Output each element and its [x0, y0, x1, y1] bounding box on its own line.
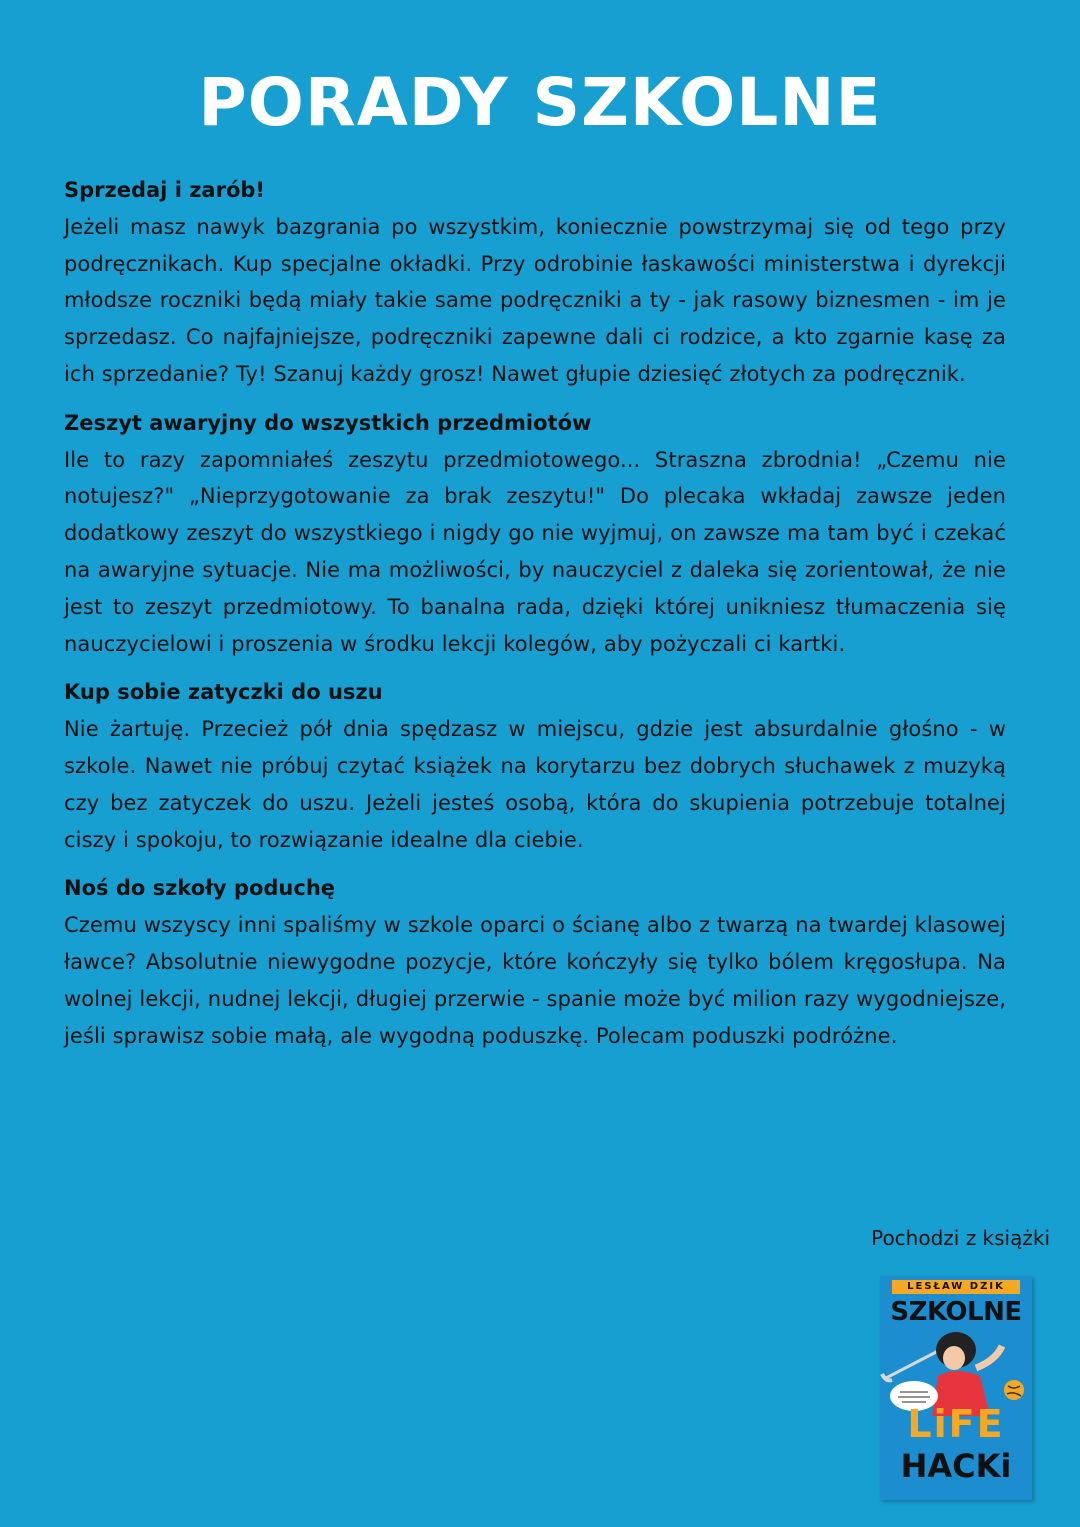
tip-section	[64, 674, 1006, 858]
book-title-hacki: HACKi	[900, 1447, 1012, 1485]
tip-heading: Zeszyt awaryjny do wszystkich przedmiotów	[64, 410, 592, 435]
tips-content	[64, 172, 1006, 1066]
tip-body: Nie żartuję. Przecież pół dnia spędzasz w miejscu, gdzie jest absurdalnie głośno - w szkole. Nawet nie próbuj czytać książek na korytarzu bez dobrych słuchawek z muzyką czy bez zatyczek do uszu. Jeżeli jesteś osobą, która do skupienia potrzebuje totalnej ciszy i spokoju, to rozwiązanie idealne dla ciebie.	[64, 717, 1006, 852]
book-author: LESŁAW DZIK	[892, 1280, 1020, 1294]
book-illustration-icon	[880, 1316, 1032, 1416]
tip-body: Jeżeli masz nawyk bazgrania po wszystkim, koniecznie powstrzymaj się od tego przy podręcznikach. Kup specjalne okładki. Przy odrobinie łaskawości ministerstwa i dyrekcji młodsze roczniki będą miały takie same podręczniki a ty - jak rasowy biznesmen - im je sprzedasz. Co najfajniejsze, podręczniki zapewne dali ci rodzice, a kto zgarnie kasę za ich sprzedanie? Ty! Szanuj każdy grosz! Nawet głupie dziesięć złotych za podręcznik.	[64, 214, 1006, 386]
source-note: Pochodzi z książki	[871, 1226, 1050, 1250]
tip-heading: Noś do szkoły poduchę	[64, 876, 336, 901]
tip-section	[64, 172, 1006, 393]
tip-body: Czemu wszyscy inni spaliśmy w szkole oparci o ścianę albo z twarzą na twardej klasowej ławce? Absolutnie niewygodne pozycje, które kończyły się tylko bólem kręgosłupa. Na wolnej lekcji, nudnej lekcji, długiej przerwie - spanie może być milion razy wygodniejsze, jeśli sprawisz sobie małą, ale wygodną poduszkę. Polecam poduszki podróżne.	[64, 913, 1006, 1048]
book-title-life: LiFE	[907, 1402, 1005, 1446]
tip-heading: Kup sobie zatyczki do uszu	[64, 680, 383, 705]
tip-heading: Sprzedaj i zarób!	[64, 178, 265, 202]
tip-body: Ile to razy zapomniałeś zeszytu przedmiotowego... Straszna zbrodnia! „Czemu nie notujesz?" „Nieprzygotowanie za brak zeszytu!" Do plecaka wkładaj zawsze jeden dodatkowy zeszyt do wszystkiego i nigdy go nie wyjmuj, on zawsze ma tam być i czekać na awaryjne sytuacje. Nie ma możliwości, by nauczyciel z daleka się zorientował, że nie jest to zeszyt przedmiotowy. To banalna rada, dzięki której unikniesz tłumaczenia się nauczycielowi i proszenia w środku lekcji kolegów, aby pożyczali ci kartki.	[64, 447, 1006, 656]
book-cover-image	[880, 1276, 1032, 1500]
tip-section	[64, 405, 1006, 663]
tip-section	[64, 870, 1006, 1054]
page-title: PORADY SZKOLNE	[198, 64, 882, 141]
book-title-top: SZKOLNE	[890, 1297, 1022, 1327]
